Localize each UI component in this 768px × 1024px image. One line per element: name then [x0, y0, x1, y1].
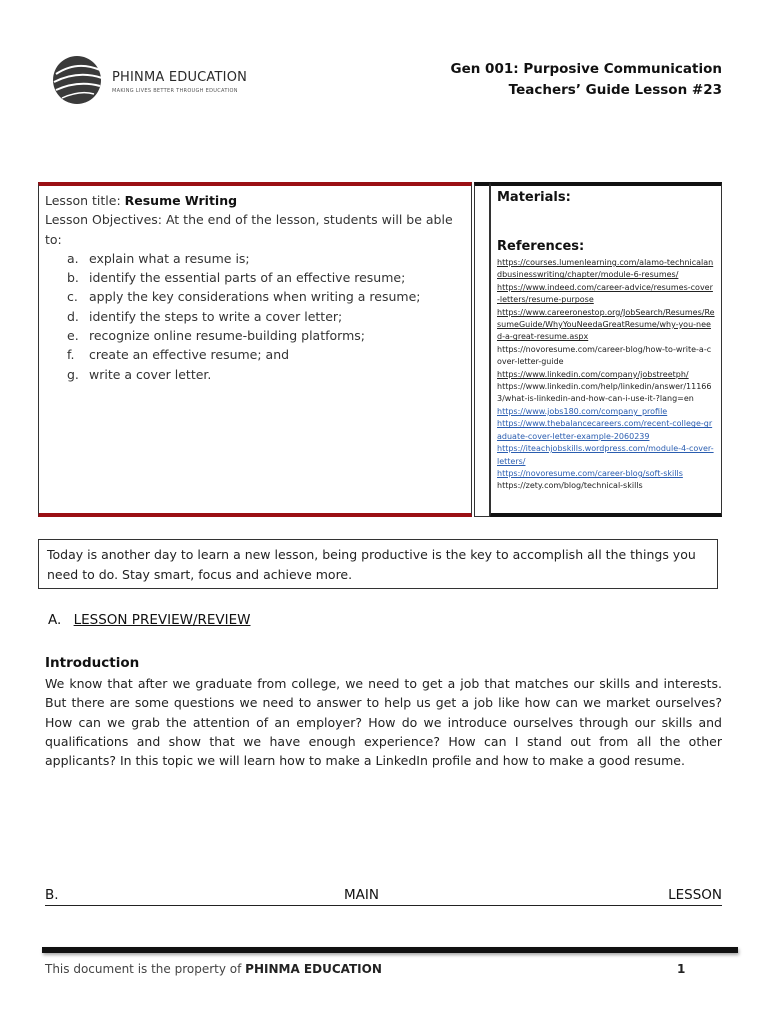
lesson-title: Resume Writing — [124, 193, 238, 208]
reference-link[interactable]: https://iteachjobskills.wordpress.com/module-4-cover-letters/ — [497, 444, 714, 466]
references-list — [497, 257, 715, 493]
objective-item — [67, 326, 465, 345]
objective-text: recognize online resume-building platforms; — [89, 328, 365, 344]
section-a-label: LESSON PREVIEW/REVIEW — [73, 612, 251, 628]
objective-item — [67, 345, 465, 364]
reference-link[interactable]: https://www.careeronestop.org/JobSearch/Resumes/ResumeGuide/WhyYouNeedaGreatResume/why-you-need-a-great-resume.aspx — [497, 307, 715, 342]
objective-letter: b. — [67, 270, 79, 286]
objective-item — [67, 365, 465, 384]
objectives-intro: Lesson Objectives: At the end of the lesson, students will be able to: — [45, 212, 453, 247]
objective-letter: e. — [67, 328, 79, 344]
section-b-lesson: LESSON — [668, 887, 722, 903]
introduction-body: We know that after we graduate from college, we need to get a job that matches our skills and interests. But there are some questions we need to answer to help us get a job like how can we market ourselves? How can we grab the attention of an employer? How do we introduce ourselves through our skills and qualifications and show that we have enough experience? How can I stand out from all the other applicants? In this topic we will learn how to make a LinkedIn profile and how to make a good resume. — [45, 676, 722, 769]
objective-letter: f. — [67, 347, 75, 363]
objective-letter: d. — [67, 308, 79, 324]
objective-text: apply the key considerations when writing a resume; — [89, 289, 421, 305]
reference-link[interactable]: https://www.thebalancecareers.com/recent-college-graduate-cover-letter-example-2060239 — [497, 419, 713, 441]
reference-text: https://zety.com/blog/technical-skills — [497, 481, 643, 491]
lesson-title-line — [45, 191, 465, 210]
logo-name: PHINMA EDUCATION — [112, 70, 248, 85]
references-heading: References: — [497, 239, 585, 254]
reference-link[interactable]: https://courses.lumenlearning.com/alamo-technicalandbusinesswriting/chapter/module-6-resumes/ — [497, 258, 714, 280]
globe-logo-icon — [48, 54, 106, 106]
objective-item — [67, 249, 465, 268]
phinma-logo — [48, 54, 248, 106]
objective-text: explain what a resume is; — [89, 250, 250, 266]
introduction-heading: Introduction — [45, 655, 140, 671]
objective-item — [67, 268, 465, 287]
objective-item — [67, 287, 465, 306]
section-b-main: MAIN — [344, 887, 379, 903]
reference-link[interactable]: https://www.indeed.com/career-advice/resumes-cover-letters/resume-purpose — [497, 282, 713, 305]
reference-text: https://www.linkedin.com/help/linkedin/answer/111663/what-is-linkedin-and-how-can-i-use-it-?lang=en — [497, 382, 712, 404]
objectives-list — [45, 249, 465, 384]
guide-title: Teachers’ Guide Lesson #23 — [508, 82, 722, 98]
objective-text: write a cover letter. — [89, 366, 212, 382]
footer-rule — [42, 947, 738, 953]
reference-link[interactable]: https://www.jobs180.com/company_profile — [497, 406, 668, 416]
page-number: 1 — [677, 962, 686, 976]
objective-item — [67, 307, 465, 326]
reference-link[interactable]: https://novoresume.com/career-blog/soft-skills — [497, 468, 683, 478]
footer-owner: PHINMA EDUCATION — [245, 962, 382, 976]
footer-text — [45, 962, 382, 976]
reference-text: https://novoresume.com/career-blog/how-to-write-a-cover-letter-guide — [497, 344, 712, 367]
objective-letter: g. — [67, 366, 79, 382]
reference-link[interactable]: https://www.linkedin.com/company/jobstreetph/ — [497, 369, 689, 379]
logo-tagline: MAKING LIVES BETTER THROUGH EDUCATION — [112, 88, 238, 94]
objective-letter: c. — [67, 289, 78, 305]
section-a-heading — [48, 612, 251, 628]
section-b-heading — [45, 887, 722, 906]
objective-letter: a. — [67, 250, 79, 266]
course-title: Gen 001: Purposive Communication — [450, 61, 722, 77]
objective-text: create an effective resume; and — [89, 347, 290, 363]
footer-prefix: This document is the property of — [45, 962, 246, 976]
section-b-letter: B. — [45, 887, 59, 903]
materials-heading: Materials: — [497, 190, 571, 205]
table-spacer-cell — [474, 182, 490, 517]
objective-text: identify the steps to write a cover letter; — [89, 308, 343, 324]
motivation-box: Today is another day to learn a new lesson, being productive is the key to accomplish all the things you need to do. Stay smart, focus and achieve more. — [38, 539, 718, 589]
section-a-letter: A. — [48, 612, 62, 628]
lesson-box — [38, 182, 472, 517]
lesson-title-label: Lesson title: — [45, 193, 121, 208]
materials-box — [490, 182, 722, 517]
objective-text: identify the essential parts of an effective resume; — [89, 270, 406, 286]
